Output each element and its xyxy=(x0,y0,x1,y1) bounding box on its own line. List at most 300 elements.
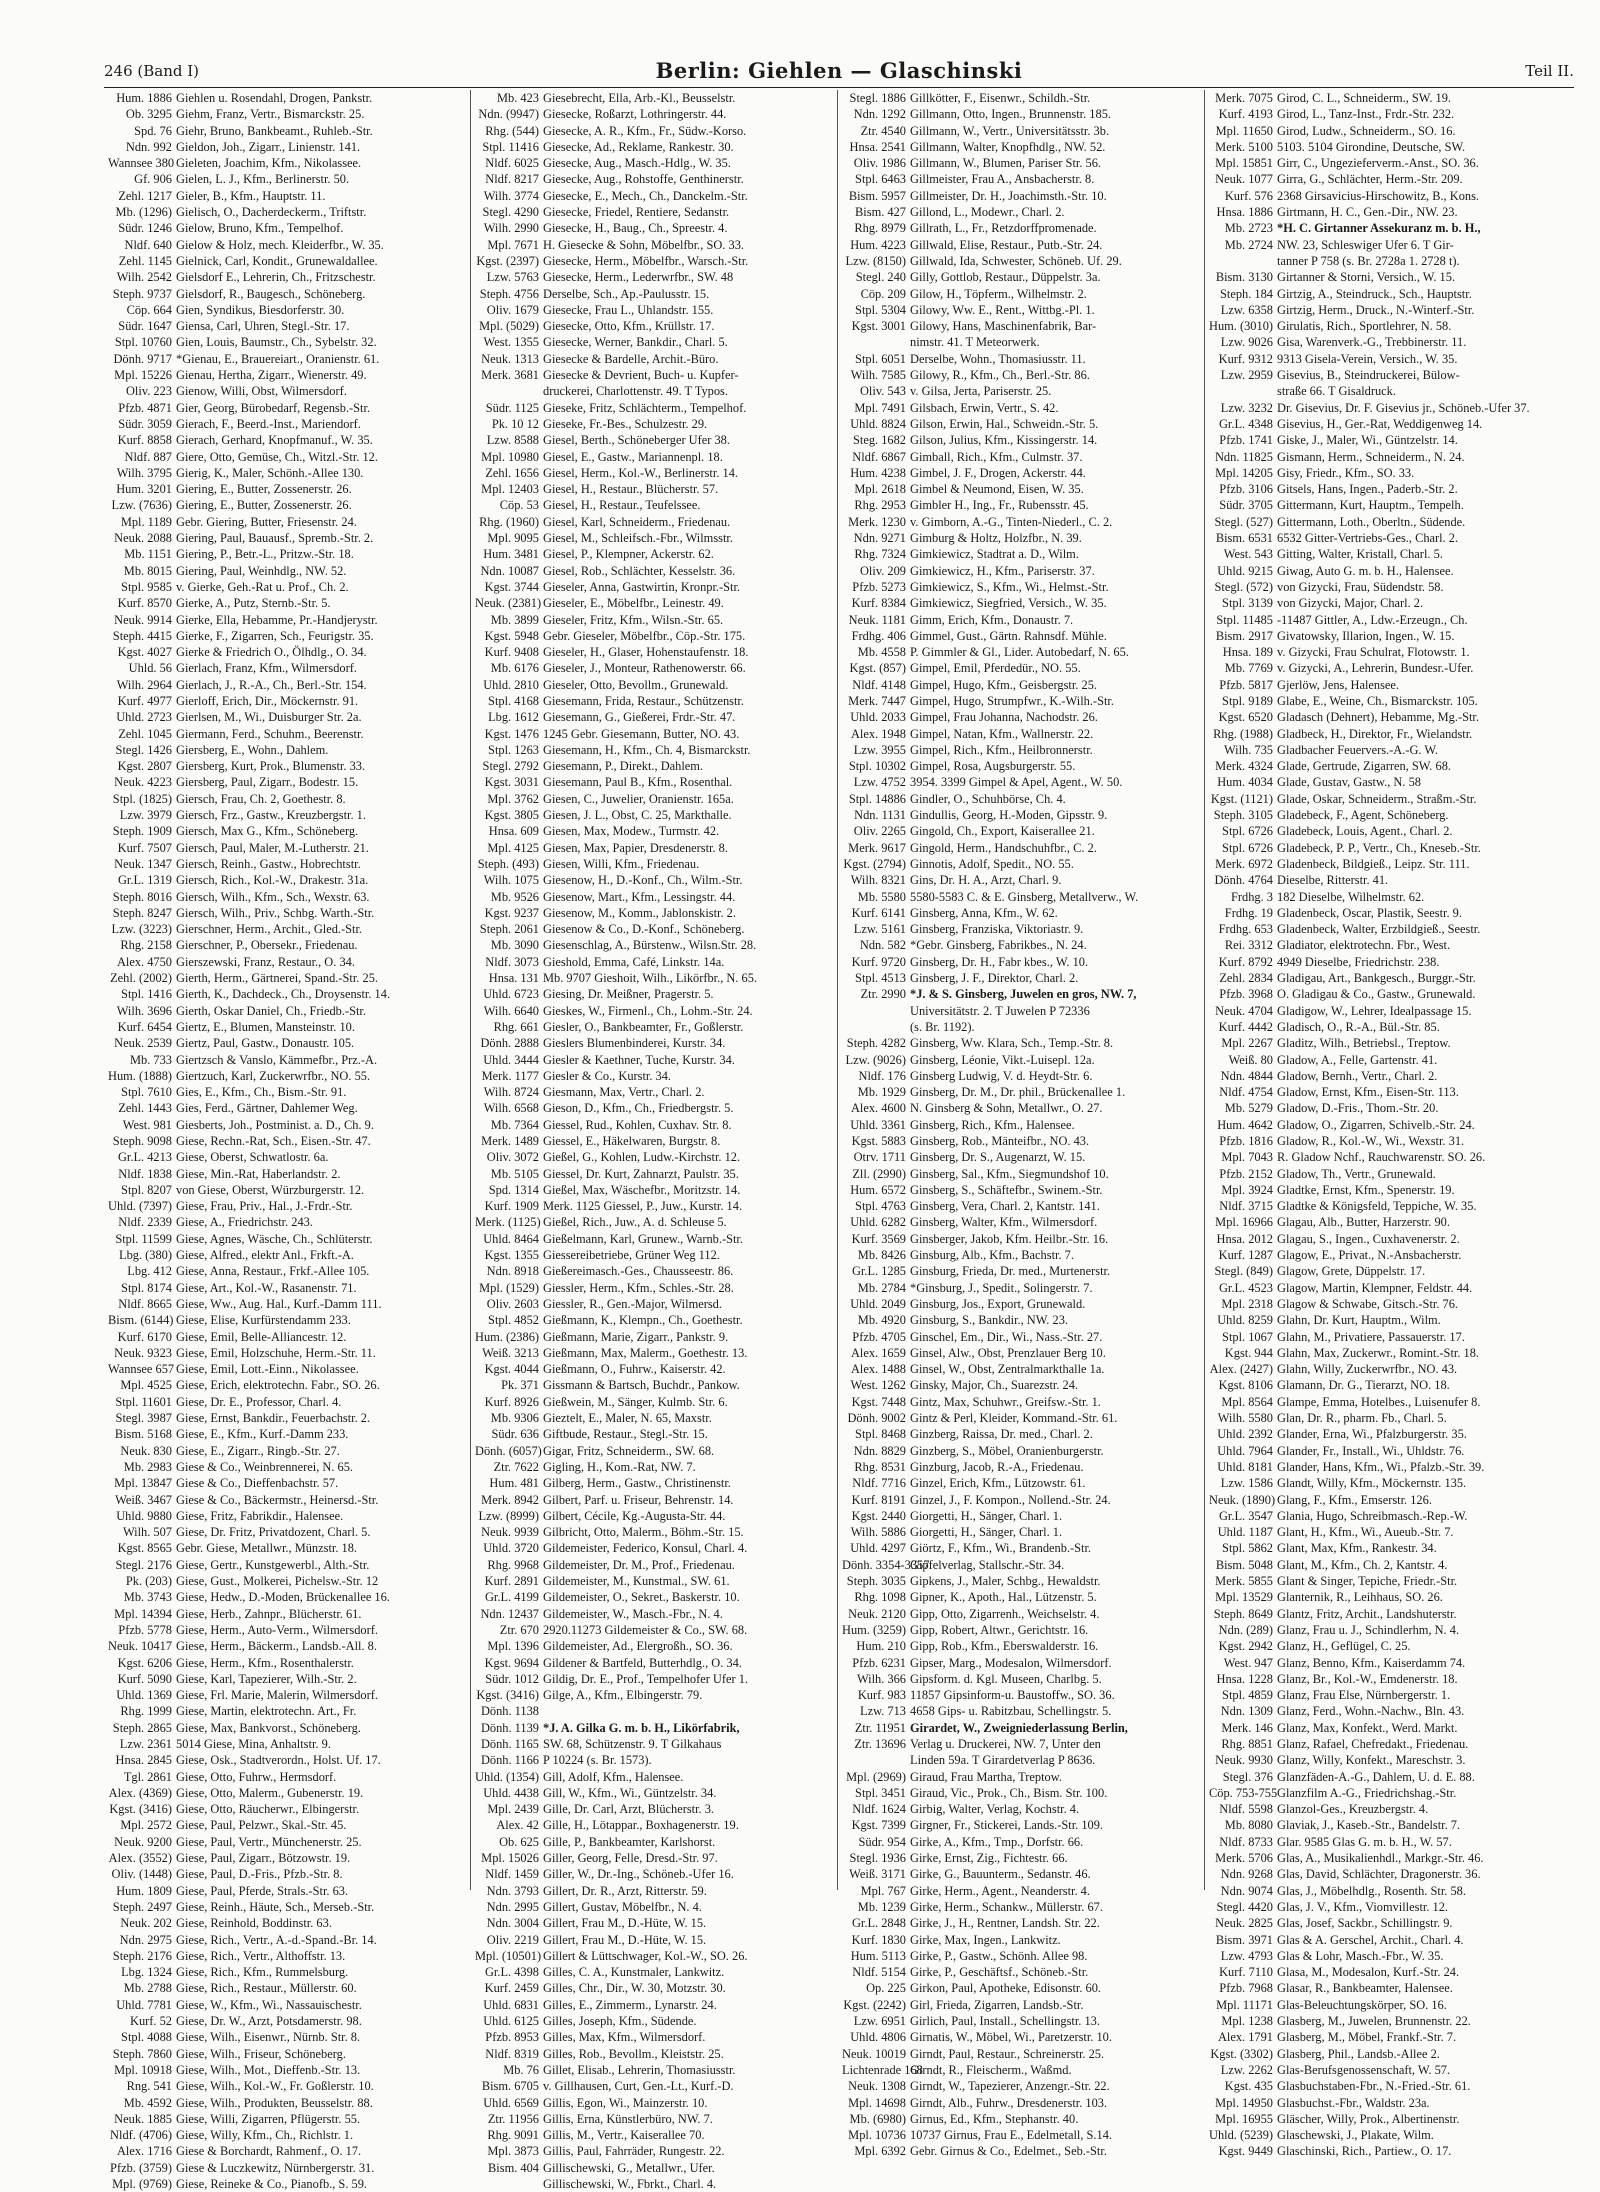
phone-exchange-number: Ndn. 1309 xyxy=(1220,1704,1273,1719)
directory-entry xyxy=(475,1231,833,1247)
phone-exchange-number: Alex. (4369) xyxy=(108,1785,172,1800)
subscriber-listing: Gierloff, Erich, Dir., Möckernstr. 91. xyxy=(176,693,359,708)
directory-entry xyxy=(1209,1475,1568,1491)
subscriber-listing: Mb. 9707 Gieshoit, Wilh., Likörfbr., N. 65. xyxy=(543,971,758,986)
phone-exchange-number: West. 543 xyxy=(1223,547,1273,562)
phone-exchange-number: Stegl. 1936 xyxy=(849,1851,906,1866)
subscriber-listing: Gies, Ferd., Gärtner, Dahlemer Weg. xyxy=(176,1101,358,1116)
directory-entry xyxy=(475,986,833,1002)
subscriber-listing: Gillis, M., Vertr., Kaiserallee 70. xyxy=(543,2128,705,2143)
header-divider xyxy=(104,87,1574,88)
phone-exchange-number: Uhld. 3361 xyxy=(850,1117,906,1132)
phone-exchange-number: Pfzb. 4705 xyxy=(852,1329,906,1344)
directory-entry xyxy=(475,1052,833,1068)
phone-exchange-number: Wilh. 2542 xyxy=(116,270,172,285)
subscriber-listing: Giese, Frl. Marie, Malerin, Wilmersdorf. xyxy=(176,1688,378,1703)
directory-entry xyxy=(475,677,833,693)
directory-entry xyxy=(475,628,833,644)
subscriber-listing: Giesler, O., Bankbeamter, Fr., Goßlerstr. xyxy=(543,1019,744,1034)
phone-exchange-number: Südr. 1246 xyxy=(118,221,172,236)
subscriber-listing: 11857 Gipsinform-u. Baustoffw., SO. 36. xyxy=(910,1688,1115,1703)
phone-exchange-number: Rhg. 8851 xyxy=(1221,1736,1273,1751)
phone-exchange-number xyxy=(475,2176,543,2192)
subscriber-listing: Gisevius, B., Steindruckerei, Bülow- xyxy=(1277,368,1460,383)
subscriber-listing: Girlich, Paul, Install., Schellingstr. 13. xyxy=(910,2014,1100,2029)
phone-exchange-number: Neuk. 9930 xyxy=(1215,1753,1273,1768)
subscriber-listing: Glagow, E., Privat., N.-Ansbacherstr. xyxy=(1277,1248,1462,1263)
directory-entry xyxy=(108,791,466,807)
phone-exchange-number: Kgst. 5883 xyxy=(851,1134,906,1148)
phone-exchange-number: Mpl. 15026 xyxy=(481,1851,539,1866)
phone-exchange-number: Ndn. 2975 xyxy=(119,1932,172,1947)
phone-exchange-number: Stpl. 11416 xyxy=(482,139,539,154)
subscriber-listing: Girtzig, A., Steindruck., Sch., Hauptstr. xyxy=(1277,286,1472,301)
phone-exchange-number: Südr. 1012 xyxy=(485,1671,539,1686)
subscriber-listing: NW. 23, Schleswiger Ufer 6. T Gir- xyxy=(1277,237,1454,252)
directory-column-3 xyxy=(838,90,1205,2159)
directory-entry xyxy=(842,1508,1200,1524)
phone-exchange-number: Mpl. 7043 xyxy=(1221,1150,1273,1165)
directory-entry xyxy=(842,1948,1200,1964)
subscriber-listing: Giese, Martin, elektrotechn. Art., Fr. xyxy=(176,1704,357,1719)
subscriber-listing: Giese, Fritz, Fabrikdir., Halensee. xyxy=(176,1508,344,1523)
directory-entry xyxy=(108,1589,466,1605)
directory-entry xyxy=(108,1899,466,1915)
directory-entry xyxy=(842,726,1200,742)
phone-exchange-number xyxy=(475,383,543,399)
phone-exchange-number: Kgst. 3744 xyxy=(484,579,539,594)
phone-exchange-number: Kgst. 2807 xyxy=(117,759,172,774)
directory-entry xyxy=(475,1638,833,1654)
directory-entry xyxy=(1209,1801,1568,1817)
phone-exchange-number: Dönh. 2888 xyxy=(480,1036,539,1051)
directory-entry xyxy=(1209,742,1568,758)
directory-entry xyxy=(1209,497,1568,513)
subscriber-listing: Giesecke, E., Mech., Ch., Danckelm.-Str. xyxy=(543,188,748,203)
phone-exchange-number: Neuk. 202 xyxy=(120,1916,172,1931)
subscriber-listing: Giesecke, Friedel, Rentiere, Sedanstr. xyxy=(543,205,730,220)
directory-entry xyxy=(475,970,833,986)
phone-exchange-number: Kurf. 4442 xyxy=(1218,1019,1273,1034)
directory-entry xyxy=(1209,416,1568,432)
phone-exchange-number: Stegl. (527) xyxy=(1214,514,1273,529)
phone-exchange-number: Kgst. 6206 xyxy=(117,1655,172,1670)
subscriber-listing: Giese, Rich., Kfm., Rummelsburg. xyxy=(176,1965,349,1980)
directory-entry xyxy=(475,1214,833,1230)
phone-exchange-number: Oliv. 543 xyxy=(859,384,906,399)
subscriber-listing: Giesel, H., Restaur., Blücherstr. 57. xyxy=(543,482,719,497)
phone-exchange-number: Bism. 5168 xyxy=(114,1427,172,1442)
subscriber-listing: Giesemann, Frida, Restaur., Schützenstr. xyxy=(543,693,744,708)
phone-exchange-number: Ndn. 9074 xyxy=(1220,1883,1273,1898)
directory-entry xyxy=(108,889,466,905)
subscriber-listing: Glang, F., Kfm., Emserstr. 126. xyxy=(1277,1492,1432,1507)
subscriber-listing: Girulatis, Rich., Sportlehrer, N. 58. xyxy=(1277,319,1452,334)
phone-exchange-number: Stegl. 240 xyxy=(855,270,906,285)
phone-exchange-number: Alex. 42 xyxy=(496,1818,539,1833)
phone-exchange-number: Hum. 3201 xyxy=(116,482,172,497)
phone-exchange-number: Lzw. (9026) xyxy=(845,1052,906,1067)
subscriber-listing: Giesen, Max, Papier, Dresdenerstr. 8. xyxy=(543,840,728,855)
directory-entry xyxy=(1209,1720,1568,1736)
phone-exchange-number: Kgst. 435 xyxy=(1224,2079,1273,2094)
phone-exchange-number: Lzw. (8999) xyxy=(478,1508,539,1523)
phone-exchange-number: Stpl. 14886 xyxy=(848,791,906,806)
subscriber-listing: Giesenschlag, A., Bürstenw., Wilsn.Str. 28. xyxy=(543,938,757,953)
phone-exchange-number: Mb. 423 xyxy=(497,91,539,105)
phone-exchange-number: Mpl. 13847 xyxy=(114,1476,172,1491)
subscriber-listing: Gilbert, Cécile, Kg.-Augusta-Str. 44. xyxy=(543,1508,726,1523)
subscriber-listing: Glampe, Emma, Hotelbes., Luisenufer 8. xyxy=(1277,1394,1481,1409)
directory-entry xyxy=(475,921,833,937)
phone-exchange-number: Mpl. (1529) xyxy=(479,1280,539,1295)
directory-entry xyxy=(842,269,1200,285)
phone-exchange-number: Gf. 906 xyxy=(134,172,172,187)
directory-entry xyxy=(475,269,833,285)
phone-exchange-number: Nldf. (4706) xyxy=(110,2128,172,2143)
directory-entry xyxy=(475,937,833,953)
phone-exchange-number: Wilh. 6568 xyxy=(483,1101,539,1116)
directory-entry xyxy=(475,1589,833,1605)
subscriber-listing: Glanternik, R., Leihhaus, SO. 26. xyxy=(1277,1590,1443,1605)
subscriber-listing: Gebr. Giese, Metallwr., Münzstr. 18. xyxy=(176,1541,358,1556)
phone-exchange-number: Stpl. 1263 xyxy=(488,742,539,757)
directory-entry xyxy=(842,840,1200,856)
phone-exchange-number: Ndn. 3004 xyxy=(486,1916,539,1931)
phone-exchange-number: Alex. 1488 xyxy=(850,1362,906,1377)
subscriber-listing: 2368 Girsavicius-Hirschowitz, B., Kons. xyxy=(1277,188,1480,203)
directory-entry xyxy=(1209,1557,1568,1573)
directory-entry xyxy=(475,1655,833,1671)
directory-entry xyxy=(842,123,1200,139)
subscriber-listing: (s. Br. 1192). xyxy=(910,1019,975,1034)
subscriber-listing: Giesecke, A. R., Kfm., Fr., Südw.-Korso. xyxy=(543,123,747,138)
phone-exchange-number: Mpl. 16966 xyxy=(1215,1215,1273,1230)
phone-exchange-number: Uhld. (7397) xyxy=(108,1199,173,1214)
subscriber-listing: Gimpel, Natan, Kfm., Wallnerstr. 22. xyxy=(910,726,1094,741)
directory-entry xyxy=(1209,595,1568,611)
subscriber-listing: Ginsburg, S., Bankdir., NW. 23. xyxy=(910,1313,1068,1328)
subscriber-listing: Glas, A., Musikalienhdl., Markgr.-Str. 46. xyxy=(1277,1851,1484,1866)
directory-entry xyxy=(1209,1133,1568,1149)
phone-exchange-number: Kurf. 52 xyxy=(130,2014,172,2029)
phone-exchange-number: Gr.L. 1285 xyxy=(851,1264,906,1279)
directory-entry xyxy=(475,1850,833,1866)
phone-exchange-number: Kgst. 4027 xyxy=(117,645,172,660)
directory-entry xyxy=(1209,774,1568,790)
subscriber-listing: Glanz, H., Geflügel, C. 25. xyxy=(1277,1639,1411,1654)
phone-exchange-number: Lzw. (8150) xyxy=(845,253,906,268)
subscriber-listing: Glaschinski, Rich., Partiew., O. 17. xyxy=(1277,2144,1452,2159)
subscriber-listing: Giese, Wilh., Kol.-W., Fr. Goßlerstr. 10. xyxy=(176,2079,374,2094)
directory-entry xyxy=(1209,481,1568,497)
directory-entry xyxy=(475,693,833,709)
phone-exchange-number: Mb. 9306 xyxy=(490,1411,539,1426)
directory-entry xyxy=(475,1915,833,1931)
phone-exchange-number: Mpl. 7491 xyxy=(854,400,906,415)
directory-entry xyxy=(1209,302,1568,318)
directory-entry xyxy=(842,2046,1200,2062)
directory-entry xyxy=(1209,709,1568,725)
directory-entry xyxy=(842,628,1200,644)
directory-entry xyxy=(108,334,466,350)
subscriber-listing: Girtmann, H. C., Gen.-Dir., NW. 23. xyxy=(1277,205,1458,220)
subscriber-listing: Girnus, Ed., Kfm., Stephanstr. 40. xyxy=(910,2111,1079,2126)
subscriber-listing: Gipkens, J., Maler, Schbg., Hewaldstr. xyxy=(910,1574,1101,1589)
subscriber-listing: P 10224 (s. Br. 1573). xyxy=(543,1753,652,1768)
directory-entry xyxy=(842,1166,1200,1182)
directory-entry xyxy=(475,644,833,660)
phone-exchange-number: Oliv. (1448) xyxy=(111,1867,172,1882)
directory-entry xyxy=(108,1068,466,1084)
directory-entry xyxy=(842,774,1200,790)
directory-entry xyxy=(1209,1997,1568,2013)
subscriber-listing: Gladow, A., Felle, Gartenstr. 41. xyxy=(1277,1052,1438,1067)
phone-exchange-number: Neuk. 830 xyxy=(120,1443,172,1458)
directory-entry xyxy=(108,1312,466,1328)
directory-entry xyxy=(842,1785,1200,1801)
subscriber-listing: Giersch, Rich., Kol.-W., Drakestr. 31a. xyxy=(176,873,369,888)
subscriber-listing: Giersch, Max G., Kfm., Schöneberg. xyxy=(176,824,359,839)
phone-exchange-number: Lzw. 5763 xyxy=(486,270,539,285)
directory-entry xyxy=(108,726,466,742)
subscriber-listing: Giesel, M., Schleifsch.-Fbr., Wilmsstr. xyxy=(543,531,733,546)
directory-entry xyxy=(1209,954,1568,970)
phone-exchange-number: Stpl. 1067 xyxy=(1222,1329,1273,1344)
phone-exchange-number: Stegl. 376 xyxy=(1222,1769,1273,1784)
subscriber-listing: Gillis, Egon, Wi., Mainzerstr. 10. xyxy=(543,2095,708,2110)
directory-entry xyxy=(1209,1345,1568,1361)
directory-entry xyxy=(108,171,466,187)
phone-exchange-number: Mpl. 13529 xyxy=(1215,1590,1273,1605)
phone-exchange-number: Spd. 76 xyxy=(134,123,172,138)
subscriber-listing: Gipp, Otto, Zigarrenh., Weichselstr. 4. xyxy=(910,1606,1100,1621)
directory-entry xyxy=(108,139,466,155)
directory-entry xyxy=(1209,1068,1568,1084)
subscriber-listing: Gier, Georg, Bürobedarf, Regensb.-Str. xyxy=(176,400,371,415)
phone-exchange-number: Kgst. 3805 xyxy=(484,808,539,823)
subscriber-listing: Gieler, B., Kfm., Hauptstr. 11. xyxy=(176,188,326,203)
subscriber-listing: Giese, Osk., Stadtverordn., Holst. Uf. 17. xyxy=(176,1753,381,1768)
directory-entry xyxy=(1209,171,1568,187)
phone-exchange-number: Mpl. 2267 xyxy=(1221,1036,1273,1051)
subscriber-listing: Gitsels, Hans, Ingen., Paderb.-Str. 2. xyxy=(1277,482,1458,497)
directory-entry xyxy=(1209,921,1568,937)
phone-exchange-number: Stpl. 4088 xyxy=(121,2030,172,2045)
directory-entry xyxy=(108,1769,466,1785)
directory-entry xyxy=(842,677,1200,693)
directory-entry xyxy=(842,1100,1200,1116)
directory-entry xyxy=(475,1720,833,1736)
subscriber-listing: Giertzuch, Karl, Zuckerwrfbr., NO. 55. xyxy=(176,1068,371,1083)
subscriber-listing: Gilles, E., Zimmerm., Lynarstr. 24. xyxy=(543,1997,717,2012)
phone-exchange-number: Wilh. 3795 xyxy=(116,465,172,480)
subscriber-listing: straße 66. T Gisaldruck. xyxy=(1277,384,1396,399)
subscriber-listing: Ginsberg, Anna, Kfm., W. 62. xyxy=(910,905,1058,920)
phone-exchange-number: Steph. 9737 xyxy=(112,286,172,301)
subscriber-listing: Gipner, K., Apoth., Hal., Lützenstr. 5. xyxy=(910,1590,1097,1605)
phone-exchange-number: Wilh. 8321 xyxy=(850,873,906,888)
subscriber-listing: *Ginsburg, J., Spedit., Solingerstr. 7. xyxy=(910,1280,1093,1295)
subscriber-listing: Gjerlöw, Jens, Halensee. xyxy=(1277,677,1400,692)
directory-entry xyxy=(1209,1769,1568,1785)
directory-entry xyxy=(108,872,466,888)
subscriber-listing: Giersch, Frau, Ch. 2, Goethestr. 8. xyxy=(176,791,346,806)
directory-entry xyxy=(108,351,466,367)
directory-entry xyxy=(108,1573,466,1589)
phone-exchange-number: Dönh. 3354-3357 xyxy=(842,1557,930,1572)
directory-entry xyxy=(475,1866,833,1882)
subscriber-listing: Gieshold, Emma, Café, Linkstr. 14a. xyxy=(543,954,725,969)
directory-entry xyxy=(475,595,833,611)
directory-entry xyxy=(475,139,833,155)
directory-entry xyxy=(842,1410,1200,1426)
directory-entry xyxy=(842,1459,1200,1475)
subscriber-listing: Giesel, Berth., Schöneberger Ufer 38. xyxy=(543,433,730,448)
subscriber-listing: Glagau, S., Ingen., Cuxhavenerstr. 2. xyxy=(1277,1231,1460,1246)
directory-entry xyxy=(842,1866,1200,1882)
subscriber-listing: Glania, Hugo, Schreibmasch.-Rep.-W. xyxy=(1277,1508,1468,1523)
directory-entry xyxy=(1209,1459,1568,1475)
phone-exchange-number: Nldf. 8217 xyxy=(485,172,539,187)
subscriber-listing: Giese, Reinhold, Boddinstr. 63. xyxy=(176,1916,332,1931)
subscriber-listing: Giermann, Ferd., Schuhm., Beerenstr. xyxy=(176,726,364,741)
phone-exchange-number: Mpl. 10918 xyxy=(114,2062,172,2077)
phone-exchange-number: Neuk. 1313 xyxy=(481,351,539,366)
phone-exchange-number: Ndn. 2995 xyxy=(486,1899,539,1914)
phone-exchange-number: Gr.L. 4348 xyxy=(1218,416,1273,431)
phone-exchange-number: Tgl. 2861 xyxy=(123,1769,172,1784)
directory-entry xyxy=(1209,334,1568,350)
directory-entry xyxy=(108,383,466,399)
subscriber-listing: Derselbe, Wohn., Thomasiusstr. 11. xyxy=(910,351,1086,366)
directory-entry xyxy=(108,1638,466,1654)
directory-entry xyxy=(475,465,833,481)
directory-entry xyxy=(1209,90,1568,106)
directory-entry xyxy=(842,481,1200,497)
subscriber-listing: Glant, M., Kfm., Ch. 2, Kantstr. 4. xyxy=(1277,1557,1448,1572)
directory-entry xyxy=(842,709,1200,725)
subscriber-listing: Giese, Paul, D.-Fris., Pfzb.-Str. 8. xyxy=(176,1867,343,1882)
phone-exchange-number: Mb. 3090 xyxy=(490,938,539,953)
directory-entry xyxy=(108,1329,466,1345)
phone-exchange-number: Rhg. 2953 xyxy=(854,498,906,513)
subscriber-listing: Giesen, J. L., Obst, C. 25, Markthalle. xyxy=(543,808,732,823)
subscriber-listing: tanner P 758 (s. Br. 2728a 1. 2728 t). xyxy=(1277,253,1460,268)
directory-entry xyxy=(842,220,1200,236)
subscriber-listing: Gildemeister, Dr. M., Prof., Friedenau. xyxy=(543,1557,735,1572)
directory-column-4 xyxy=(1205,90,1572,2159)
directory-entry xyxy=(1209,579,1568,595)
directory-entry xyxy=(1209,465,1568,481)
phone-exchange-number: West. 947 xyxy=(1223,1655,1273,1670)
subscriber-listing: Glaschewski, J., Plakate, Wilm. xyxy=(1277,2128,1434,2143)
directory-entry xyxy=(842,1932,1200,1948)
directory-entry xyxy=(108,2013,466,2029)
subscriber-listing: Gipp, Robert, Altwr., Gerichtstr. 16. xyxy=(910,1622,1089,1637)
phone-exchange-number: Hnsa. 609 xyxy=(488,824,539,839)
phone-exchange-number: Kgst. 8565 xyxy=(117,1541,172,1556)
directory-entry xyxy=(1209,889,1568,905)
directory-entry xyxy=(1209,1850,1568,1866)
phone-exchange-number: Neuk. 2539 xyxy=(114,1036,172,1051)
phone-exchange-number: Pk. 371 xyxy=(501,1378,539,1393)
directory-entry xyxy=(108,1133,466,1149)
subscriber-listing: Gies, E., Kfm., Ch., Bism.-Str. 91. xyxy=(176,1085,347,1100)
directory-entry xyxy=(842,1377,1200,1393)
phone-exchange-number: Kurf. 2459 xyxy=(484,1981,539,1996)
subscriber-listing: Gimpel, Frau Johanna, Nachodstr. 26. xyxy=(910,710,1098,725)
subscriber-listing: druckerei, Charlottenstr. 49. T Typos. xyxy=(543,384,728,399)
phone-exchange-number: Zehl. 1217 xyxy=(118,188,172,203)
directory-entry xyxy=(1209,2046,1568,2062)
directory-entry xyxy=(1209,253,1568,269)
phone-exchange-number: Ndn. (9947) xyxy=(478,107,539,122)
subscriber-listing: Gittermann, Loth., Oberltn., Südende. xyxy=(1277,514,1466,529)
subscriber-listing: Giesel, Herm., Kol.-W., Berlinerstr. 14. xyxy=(543,465,738,480)
subscriber-listing: Gierlsen, M., Wi., Duisburger Str. 2a. xyxy=(176,710,362,725)
subscriber-listing: Girod, L., Tanz-Inst., Frdr.-Str. 232. xyxy=(1277,107,1455,122)
directory-entry xyxy=(842,1492,1200,1508)
directory-entry xyxy=(842,889,1200,905)
phone-exchange-number: Stpl. 11599 xyxy=(115,1231,172,1246)
phone-exchange-number: Merk. 5706 xyxy=(1215,1851,1273,1866)
directory-entry xyxy=(475,1671,833,1687)
subscriber-listing: Giersch, Paul, Maler, M.-Lutherstr. 21. xyxy=(176,840,369,855)
directory-entry xyxy=(475,416,833,432)
directory-entry xyxy=(842,2062,1200,2078)
phone-exchange-number: Neuk. (1890) xyxy=(1209,1492,1276,1507)
phone-exchange-number: Steph. 2061 xyxy=(479,922,539,937)
subscriber-listing: Giese, Dr. Fritz, Privatdozent, Charl. 5. xyxy=(176,1525,371,1540)
directory-entry xyxy=(108,1524,466,1540)
directory-entry xyxy=(475,1394,833,1410)
subscriber-listing: Giese, Herm., Auto-Verm., Wilmersdorf. xyxy=(176,1622,378,1637)
directory-entry xyxy=(108,693,466,709)
phone-exchange-number: Nldf. 3715 xyxy=(1219,1199,1273,1214)
phone-exchange-number: Gr.L. 4213 xyxy=(117,1150,172,1165)
phone-exchange-number: Mpl. 10980 xyxy=(481,449,539,464)
subscriber-listing: Gindler, O., Schuhbörse, Ch. 4. xyxy=(910,791,1066,806)
subscriber-listing: Gismann, Herm., Schneiderm., N. 24. xyxy=(1277,449,1465,464)
subscriber-listing: Gill, Adolf, Kfm., Halensee. xyxy=(543,1769,684,1784)
subscriber-listing: Gille, P., Bankbeamter, Karlshorst. xyxy=(543,1834,716,1849)
directory-entry xyxy=(1209,758,1568,774)
directory-entry xyxy=(108,220,466,236)
phone-exchange-number: West. 981 xyxy=(122,1117,172,1132)
subscriber-listing: 6532 Gitter-Vertriebs-Ges., Charl. 2. xyxy=(1277,531,1459,546)
subscriber-listing: Gierth, Oskar Daniel, Ch., Friedb.-Str. xyxy=(176,1003,366,1018)
directory-entry xyxy=(1209,1606,1568,1622)
directory-entry xyxy=(108,449,466,465)
directory-entry xyxy=(1209,791,1568,807)
phone-exchange-number: Lzw. 5161 xyxy=(853,922,906,937)
directory-entry xyxy=(475,840,833,856)
directory-entry xyxy=(108,1003,466,1019)
subscriber-listing: Giehm, Franz, Vertr., Bismarckstr. 25. xyxy=(176,107,365,122)
phone-exchange-number: Mpl. 12403 xyxy=(481,482,539,497)
subscriber-listing: Girndt, R., Fleischerm., Waßmd. xyxy=(910,2062,1072,2077)
subscriber-listing: Glanz, Willy, Konfekt., Mareschstr. 3. xyxy=(1277,1753,1466,1768)
subscriber-listing: Ginsberg, J. F., Direktor, Charl. 2. xyxy=(910,971,1079,986)
subscriber-listing: Gimkiewicz, S., Kfm., Wi., Helmst.-Str. xyxy=(910,579,1109,594)
subscriber-listing: Giesecke, Werner, Bankdir., Charl. 5. xyxy=(543,335,728,350)
subscriber-listing: Gilles, Chr., Dir., W. 30, Motzstr. 30. xyxy=(543,1981,726,1996)
phone-exchange-number: Oliv. 2265 xyxy=(853,824,906,839)
phone-exchange-number: Wilh. 1075 xyxy=(483,873,539,888)
directory-entry xyxy=(1209,1638,1568,1654)
directory-entry xyxy=(842,1899,1200,1915)
